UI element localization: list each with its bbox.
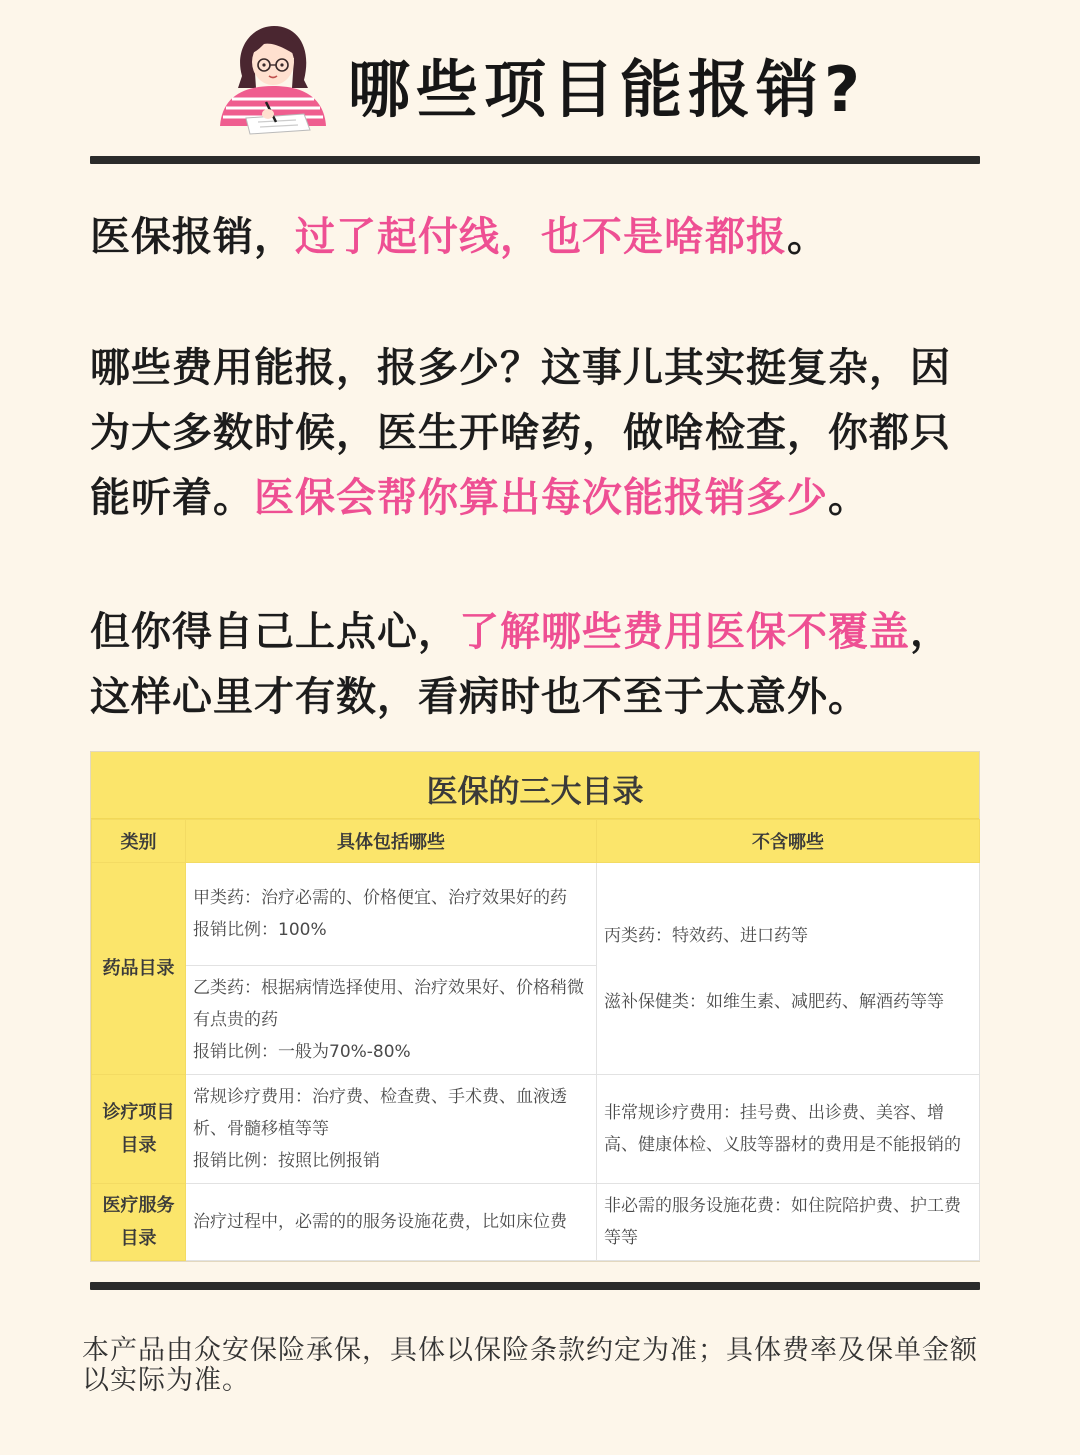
disclaimer-text: 本产品由众安保险承保，具体以保险条款约定为准；具体费率及保单金额以实际为准。: [82, 1335, 978, 1396]
included-text: 常规诊疗费用：治疗费、检查费、手术费、血液透析、骨髓移植等等: [193, 1087, 567, 1139]
table-header-row: [92, 820, 980, 863]
intro-text: 。: [787, 214, 828, 260]
excluded-text: 非必需的服务设施花费：如住院陪护费、护工费等等: [604, 1196, 961, 1248]
catalog-table: [90, 751, 980, 1262]
excluded-cell: [597, 1075, 980, 1184]
ratio-text: 报销比例：100%: [193, 920, 327, 940]
top-divider: [90, 156, 980, 164]
bottom-divider: [90, 1282, 980, 1290]
excluded-cell: [597, 1184, 980, 1261]
included-text: 乙类药：根据病情选择使用、治疗效果好、价格稍微有点贵的药: [193, 978, 584, 1030]
table-row: [92, 863, 980, 966]
excluded-text: 非常规诊疗费用：挂号费、出诊费、美容、增高、健康体检、义肢等器材的费用是不能报销的: [604, 1103, 961, 1155]
page-title: 哪些项目能报销?: [348, 53, 866, 126]
intro-highlight: 医保会帮你算出每次能报销多少: [254, 475, 828, 521]
included-cell: [186, 966, 597, 1075]
intro-paragraph-2: [90, 336, 990, 531]
included-text: 治疗过程中，必需的的服务设施花费，比如床位费: [193, 1212, 567, 1232]
intro-text: 哪些费用能报，报多少？这事儿其实挺复杂，因为大多数时候，医生开啥药，做啥检查，你都只能听着。: [90, 345, 951, 521]
intro-text: 。: [828, 475, 869, 521]
intro-text: 医保报销，: [90, 214, 295, 260]
intro-text: ，这样心里才有数，看病时也不至于太意外。: [90, 609, 951, 720]
intro-paragraph-3: [90, 600, 990, 730]
excluded-cell: [597, 863, 980, 1075]
category-cell: 药品目录: [92, 863, 186, 1075]
ratio-text: 报销比例：一般为70%-80%: [193, 1042, 411, 1062]
category-cell: 诊疗项目目录: [92, 1075, 186, 1184]
table-row: [92, 1184, 980, 1261]
table-title: 医保的三大目录: [91, 752, 979, 819]
ratio-text: 报销比例：按照比例报销: [193, 1151, 380, 1171]
excluded-text: 滋补保健类：如维生素、减肥药、解酒药等等: [604, 991, 944, 1012]
included-cell: [186, 1075, 597, 1184]
intro-paragraph-1: [90, 205, 990, 270]
column-header-included: 具体包括哪些: [186, 820, 597, 863]
girl-writing-illustration: [212, 18, 330, 136]
intro-highlight: 过了起付线，也不是啥都报: [295, 214, 787, 260]
excluded-text: 丙类药：特效药、进口药等: [604, 925, 808, 946]
column-header-category: 类别: [92, 820, 186, 863]
included-cell: [186, 1184, 597, 1261]
category-cell: 医疗服务目录: [92, 1184, 186, 1261]
intro-highlight: 了解哪些费用医保不覆盖: [459, 609, 910, 655]
intro-text: 但你得自己上点心，: [90, 609, 459, 655]
included-cell: [186, 863, 597, 966]
included-text: 甲类药：治疗必需的、价格便宜、治疗效果好的药: [193, 888, 567, 908]
page-header: [0, 0, 1080, 150]
column-header-excluded: 不含哪些: [597, 820, 980, 863]
table-row: [92, 1075, 980, 1184]
catalog-grid: [91, 819, 980, 1261]
